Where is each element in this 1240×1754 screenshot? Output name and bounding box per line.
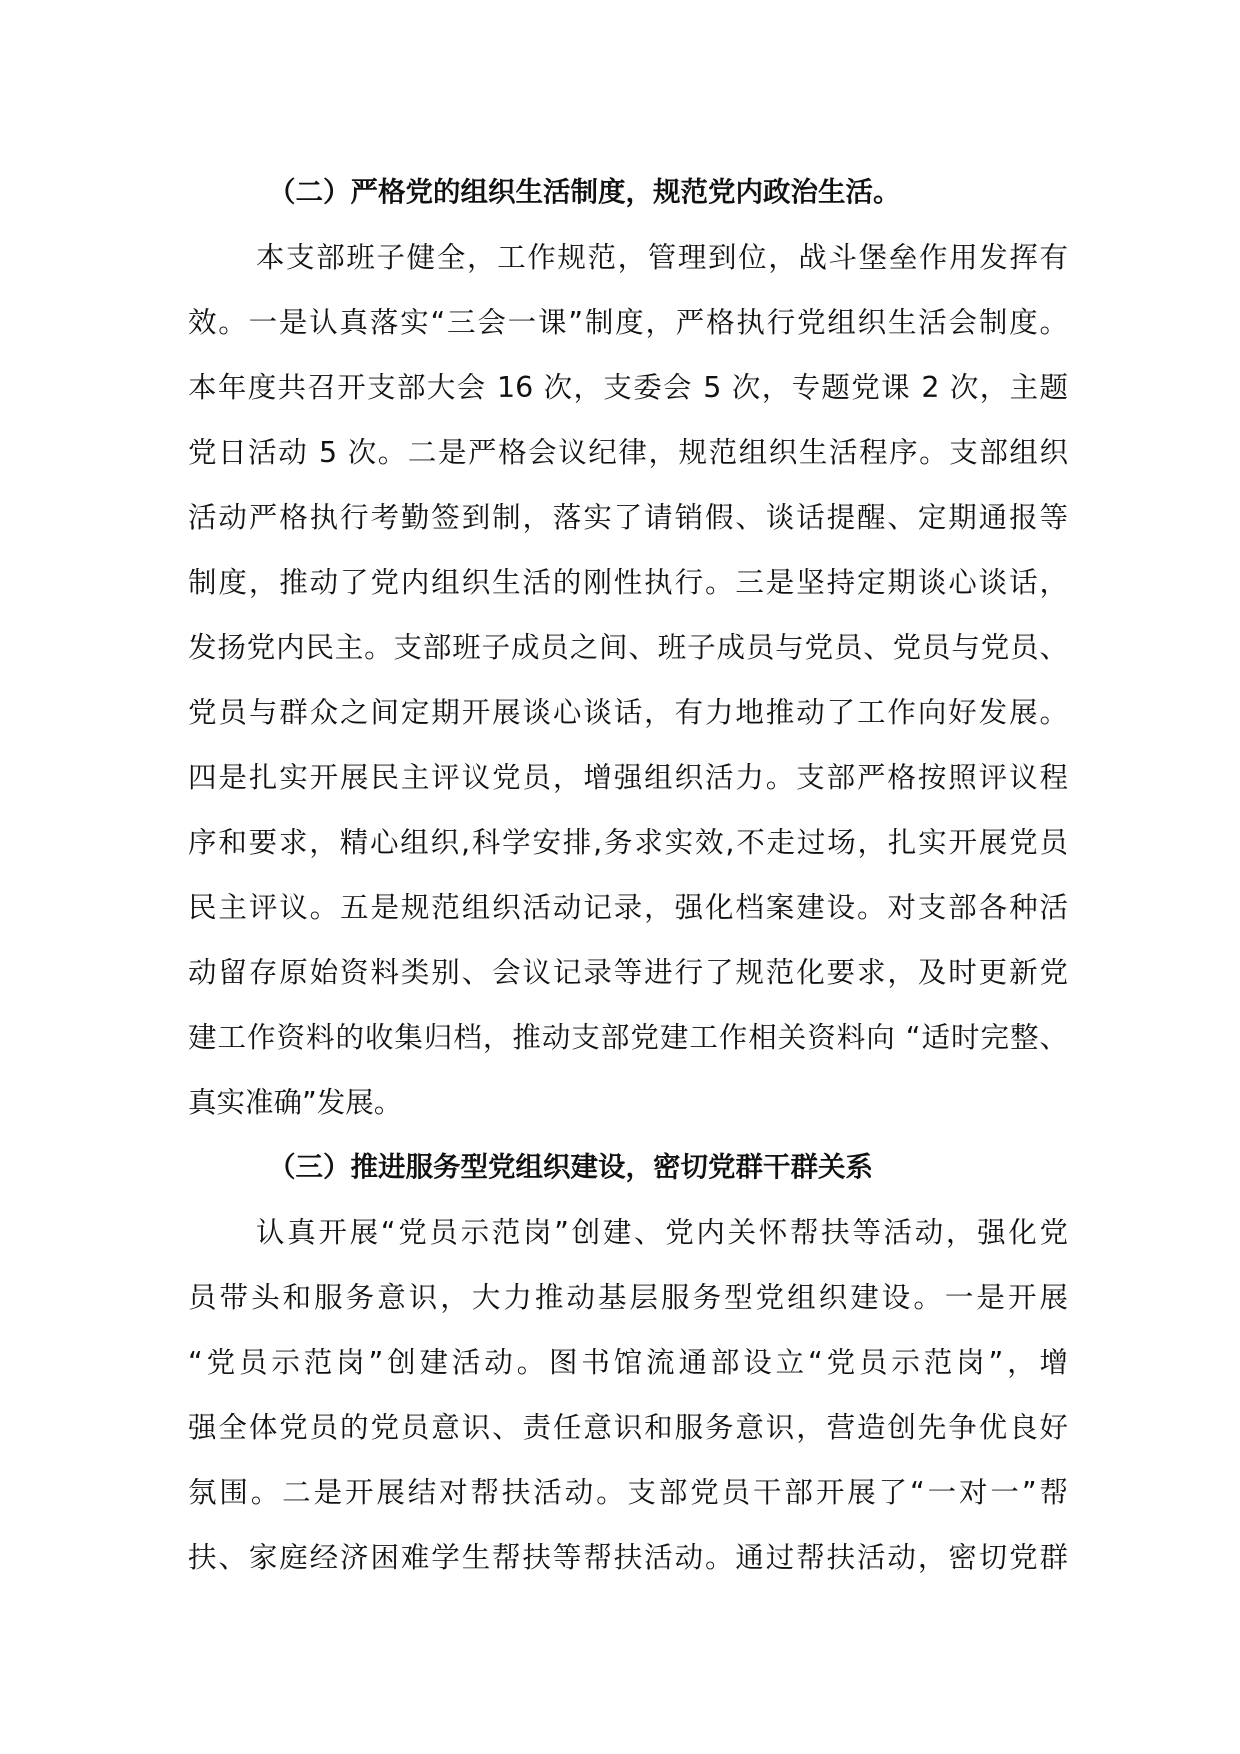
paragraph-line: 扶、家庭经济困难学生帮扶等帮扶活动。通过帮扶活动，密切党群 [188, 1541, 1068, 1574]
section-2-paragraph [188, 225, 1068, 1135]
paragraph-line: 制度，推动了党内组织生活的刚性执行。三是坚持定期谈心谈话， [188, 566, 1068, 599]
paragraph-line: 活动严格执行考勤签到制，落实了请销假、谈话提醒、定期通报等 [188, 501, 1068, 534]
paragraph-line: 序和要求，精心组织,科学安排,务求实效,不走过场，扎实开展党员 [188, 826, 1068, 859]
paragraph-line: 真实准确”发展。 [188, 1086, 403, 1119]
document-body [188, 160, 1068, 1590]
paragraph-line: 本年度共召开支部大会 16 次，支委会 5 次，专题党课 2 次，主题 [188, 371, 1068, 404]
paragraph-line: 认真开展“党员示范岗”创建、党内关怀帮扶等活动，强化党 [256, 1216, 1068, 1249]
paragraph-line: 建工作资料的收集归档，推动支部党建工作相关资料向 “适时完整、 [188, 1021, 1068, 1054]
section-3-paragraph [188, 1200, 1068, 1590]
paragraph-line: 员带头和服务意识，大力推动基层服务型党组织建设。一是开展 [188, 1281, 1068, 1314]
section-heading-2: （二）严格党的组织生活制度，规范党内政治生活。 [268, 176, 901, 208]
paragraph-line: 强全体党员的党员意识、责任意识和服务意识，营造创先争优良好 [188, 1411, 1068, 1444]
paragraph-line: 发扬党内民主。支部班子成员之间、班子成员与党员、党员与党员、 [188, 631, 1068, 664]
paragraph-line: 氛围。二是开展结对帮扶活动。支部党员干部开展了“一对一”帮 [188, 1476, 1068, 1509]
paragraph-line: 民主评议。五是规范组织活动记录，强化档案建设。对支部各种活 [188, 891, 1068, 924]
paragraph-line: “党员示范岗”创建活动。图书馆流通部设立“党员示范岗”，增 [188, 1346, 1068, 1379]
paragraph-line: 党日活动 5 次。二是严格会议纪律，规范组织生活程序。支部组织 [188, 436, 1068, 469]
paragraph-line: 效。一是认真落实“三会一课”制度，严格执行党组织生活会制度。 [188, 306, 1068, 339]
section-heading-3: （三）推进服务型党组织建设，密切党群干群关系 [268, 1151, 873, 1183]
paragraph-line: 动留存原始资料类别、会议记录等进行了规范化要求，及时更新党 [188, 956, 1068, 989]
paragraph-line: 本支部班子健全，工作规范，管理到位，战斗堡垒作用发挥有 [256, 241, 1068, 274]
paragraph-line: 党员与群众之间定期开展谈心谈话，有力地推动了工作向好发展。 [188, 696, 1068, 729]
paragraph-line: 四是扎实开展民主评议党员，增强组织活力。支部严格按照评议程 [188, 761, 1068, 794]
